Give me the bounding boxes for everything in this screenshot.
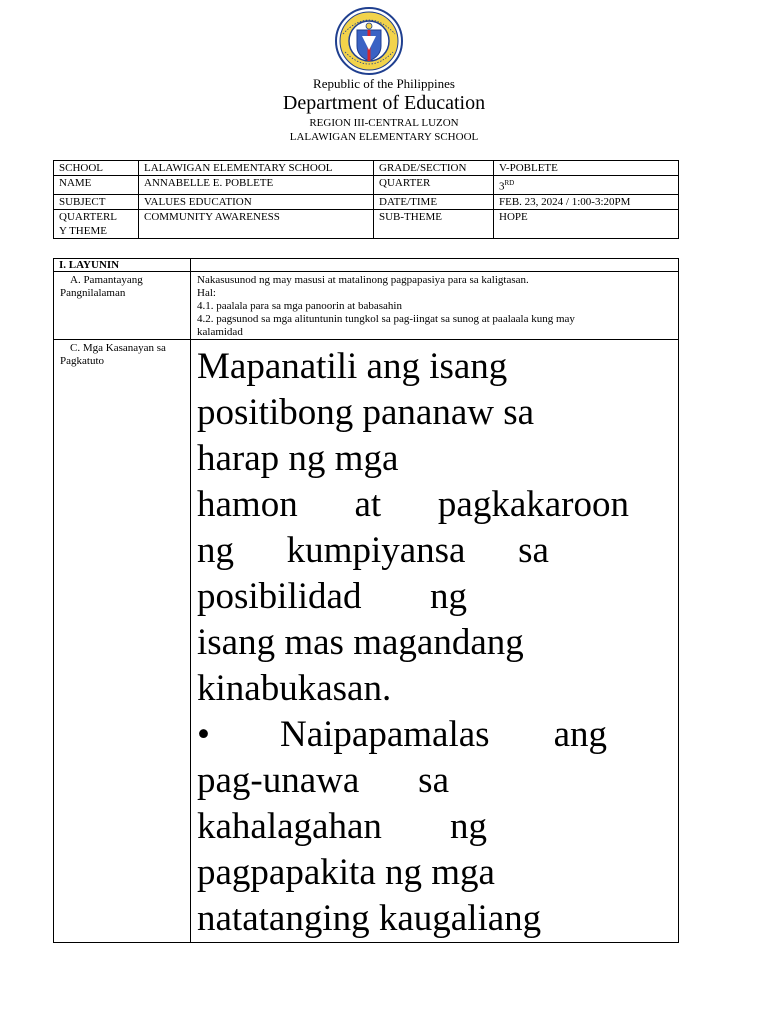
competency-line: positibong pananaw sa — [197, 392, 535, 433]
table-row — [54, 194, 679, 209]
quarter-value — [494, 176, 679, 195]
word: ng — [430, 576, 467, 617]
competency-line — [197, 574, 467, 620]
competency-content — [191, 340, 679, 943]
standard-line: Hal: — [197, 287, 216, 299]
subtheme-value: HOPE — [494, 209, 679, 238]
word: ng — [450, 806, 487, 847]
competency-label — [54, 340, 191, 943]
theme-label — [54, 209, 139, 238]
theme-label-line: Y THEME — [59, 224, 107, 237]
word: pag-unawa — [197, 760, 360, 801]
bullet-icon: • — [197, 714, 210, 755]
table-row — [54, 259, 679, 272]
word: ng — [197, 530, 234, 571]
subject-value: VALUES EDUCATION — [139, 194, 374, 209]
standard-label — [54, 272, 191, 340]
competency-line: pagpapakita ng mga — [197, 852, 495, 893]
competency-line: harap ng mga — [197, 438, 399, 479]
competency-line — [197, 482, 629, 528]
competency-line — [197, 758, 449, 804]
standard-line: 4.1. paalala para sa mga panoorin at babasahin — [197, 300, 402, 312]
word: hamon — [197, 484, 298, 525]
school-value: LALAWIGAN ELEMENTARY SCHOOL — [139, 161, 374, 176]
republic-heading: Republic of the Philippines — [313, 76, 455, 91]
table-row — [54, 161, 679, 176]
theme-label-line: QUARTERL — [59, 210, 118, 223]
name-label: NAME — [54, 176, 139, 195]
word: posibilidad — [197, 576, 362, 617]
theme-value: COMMUNITY AWARENESS — [139, 209, 374, 238]
competency-line: Mapanatili ang isang — [197, 346, 508, 387]
word: ang — [553, 714, 607, 755]
lesson-plan-table — [53, 258, 679, 943]
word: kahalagahan — [197, 806, 382, 847]
date-label: DATE/TIME — [374, 194, 494, 209]
word: at — [354, 484, 382, 525]
standard-content — [191, 272, 679, 340]
quarter-label: QUARTER — [374, 176, 494, 195]
standard-line: Nakasusunod ng may masusi at matalinong pagpapasiya para sa kaligtasan. — [197, 274, 529, 286]
competency-line — [197, 804, 487, 850]
competency-line: natatanging kaugaliang — [197, 898, 542, 939]
standard-label-line: Pangnilalaman — [60, 287, 126, 299]
section-heading: I. LAYUNIN — [54, 259, 191, 272]
grade-label: GRADE/SECTION — [374, 161, 494, 176]
competency-line: kinabukasan. — [197, 668, 392, 709]
word: sa — [418, 760, 449, 801]
competency-line: isang mas magandang — [197, 622, 524, 663]
info-table — [53, 160, 679, 239]
standard-line: kalamidad — [197, 326, 243, 338]
quarter-suffix: RD — [504, 179, 515, 187]
competency-label-line: C. Mga Kasanayan sa — [70, 342, 166, 354]
date-value: FEB. 23, 2024 / 1:00-3:20PM — [494, 194, 679, 209]
standard-line: 4.2. pagsunod sa mga alituntunin tungkol sa pag-iingat sa sunog at paalaala kung may — [197, 313, 575, 325]
deped-seal-logo — [329, 6, 409, 76]
word: pagkakaroon — [437, 484, 629, 525]
word: kumpiyansa — [286, 530, 466, 571]
grade-value: V-POBLETE — [494, 161, 679, 176]
section-heading-blank — [191, 259, 679, 272]
table-row — [54, 272, 679, 340]
subject-label: SUBJECT — [54, 194, 139, 209]
quarter-number: 3 — [499, 180, 505, 193]
department-heading: Department of Education — [282, 92, 486, 114]
word: sa — [518, 530, 549, 571]
competency-line — [197, 712, 607, 758]
table-row — [54, 209, 679, 238]
competency-line — [197, 528, 549, 574]
region-heading: REGION III-CENTRAL LUZON — [309, 117, 459, 129]
school-heading: LALAWIGAN ELEMENTARY SCHOOL — [289, 131, 479, 143]
competency-label-line: Pagkatuto — [60, 355, 104, 367]
name-value: ANNABELLE E. POBLETE — [139, 176, 374, 195]
table-row — [54, 340, 679, 943]
standard-label-line: A. Pamantayang — [70, 274, 143, 286]
table-row — [54, 176, 679, 195]
school-label: SCHOOL — [54, 161, 139, 176]
word: Naipapamalas — [279, 714, 490, 755]
subtheme-label: SUB-THEME — [374, 209, 494, 238]
